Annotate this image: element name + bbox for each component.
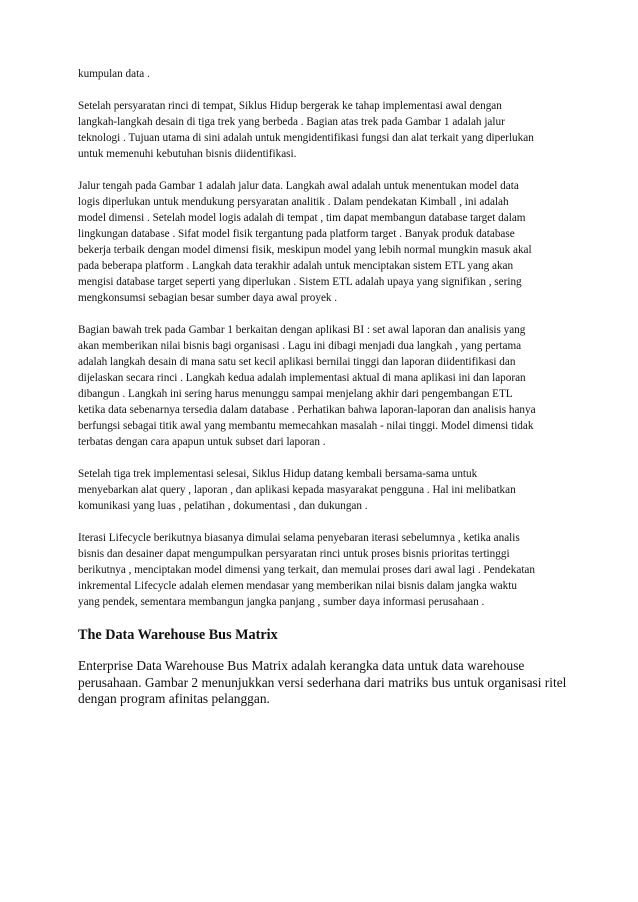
text-line: Iterasi Lifecycle berikutnya biasanya dimulai selama penyebaran iterasi sebelumnya , ketika analis xyxy=(78,532,520,544)
text-line: inkremental Lifecycle adalah elemen mendasar yang memberikan nilai bisnis dalam jangka waktu xyxy=(78,580,517,592)
paragraph-continuation xyxy=(78,66,568,82)
text-line: Bagian bawah trek pada Gambar 1 berkaitan dengan aplikasi BI : set awal laporan dan analisis yang xyxy=(78,324,526,336)
text-line: menyebarkan alat query , laporan , dan aplikasi kepada masyarakat pengguna . Hal ini melibatkan xyxy=(78,484,516,496)
text-line: berfungsi sebagai titik awal yang membantu memecahkan masalah - nilai tinggi. Model dimensi tidak xyxy=(78,420,534,432)
text-line: Enterprise Data Warehouse Bus Matrix adalah kerangka data untuk data warehouse xyxy=(78,658,525,673)
text-line: dengan program afinitas pelanggan. xyxy=(78,691,270,707)
text-line: Setelah tiga trek implementasi selesai, Siklus Hidup datang kembali bersama-sama untuk xyxy=(78,468,478,480)
text-line: komunikasi yang luas , pelatihan , dokumentasi , dan dukungan . xyxy=(78,500,368,512)
document-page xyxy=(78,66,568,708)
text-line: perusahaan. Gambar 2 menunjukkan versi sederhana dari matriks bus untuk organisasi ritel xyxy=(78,674,567,690)
paragraph-deployment xyxy=(78,466,568,514)
text-line: model dimensi . Setelah model logis adalah di tempat , tim dapat membangun database target dalam xyxy=(78,212,526,224)
paragraph-implementation-tracks xyxy=(78,98,568,162)
text-line: yang pendek, sementara membangun jangka panjang , sumber daya informasi perusahaan . xyxy=(78,596,485,608)
text-line: mengisi database target seperti yang diperlukan . Sistem ETL adalah upaya yang signifikan , sering xyxy=(78,276,522,288)
text-line: akan memberikan nilai bisnis bagi organisasi . Lagu ini dibagi menjadi dua langkah , yang pertama xyxy=(78,340,522,352)
text-line: Setelah persyaratan rinci di tempat, Siklus Hidup bergerak ke tahap implementasi awal dengan xyxy=(78,100,502,112)
text-line: teknologi . Tujuan utama di sini adalah untuk mengidentifikasi fungsi dan alat terkait yang diperlukan xyxy=(78,132,534,144)
text-line: bisnis dan desainer dapat mengumpulkan persyaratan rinci untuk proses bisnis prioritas tertinggi xyxy=(78,548,510,560)
section-intro xyxy=(78,658,568,708)
text-line: pada beberapa platform . Langkah data terakhir adalah untuk menciptakan sistem ETL yang akan xyxy=(78,260,514,272)
text-line: mengkonsumsi sebagian besar sumber daya awal proyek . xyxy=(78,292,338,304)
text-line: adalah langkah desain di mana satu set kecil aplikasi bernilai tinggi dan laporan diidentifikasi dan xyxy=(78,356,516,368)
text-line: dibangun . Langkah ini sering harus menunggu sampai menjelang akhir dari pengembangan ETL xyxy=(78,388,513,400)
text-line: Jalur tengah pada Gambar 1 adalah jalur data. Langkah awal adalah untuk menentukan model data xyxy=(78,180,519,192)
text-line: kumpulan data . xyxy=(78,68,150,80)
paragraph-data-track xyxy=(78,178,568,306)
text-line: ketika data sebenarnya tersedia dalam database . Perhatikan bahwa laporan-laporan dan analisis hanya xyxy=(78,404,536,416)
text-line: untuk memenuhi kebutuhan bisnis diidentifikasi. xyxy=(78,148,297,160)
text-line: berikutnya , menciptakan model dimensi yang terkait, dan memulai proses dari awal lagi . Pendekatan xyxy=(78,564,535,576)
text-line: dijelaskan secara rinci . Langkah kedua adalah implementasi aktual di mana aplikasi ini dan laporan xyxy=(78,372,526,384)
paragraph-iteration xyxy=(78,530,568,610)
text-line: bekerja terbaik dengan model dimensi fisik, meskipun model yang lebih normal mungkin masuk akal xyxy=(78,244,532,256)
section-heading: The Data Warehouse Bus Matrix xyxy=(78,627,278,643)
paragraph-bi-track xyxy=(78,322,568,450)
text-line: langkah-langkah desain di tiga trek yang berbeda . Bagian atas trek pada Gambar 1 adalah jalur xyxy=(78,116,505,128)
text-line: lingkungan database . Sifat model fisik tergantung pada platform target . Banyak produk database xyxy=(78,228,515,240)
text-line: logis diperlukan untuk mendukung persyaratan analitik . Dalam pendekatan Kimball , ini adalah xyxy=(78,196,509,208)
text-line: terbatas dengan cara apapun untuk subset dari laporan . xyxy=(78,436,326,448)
